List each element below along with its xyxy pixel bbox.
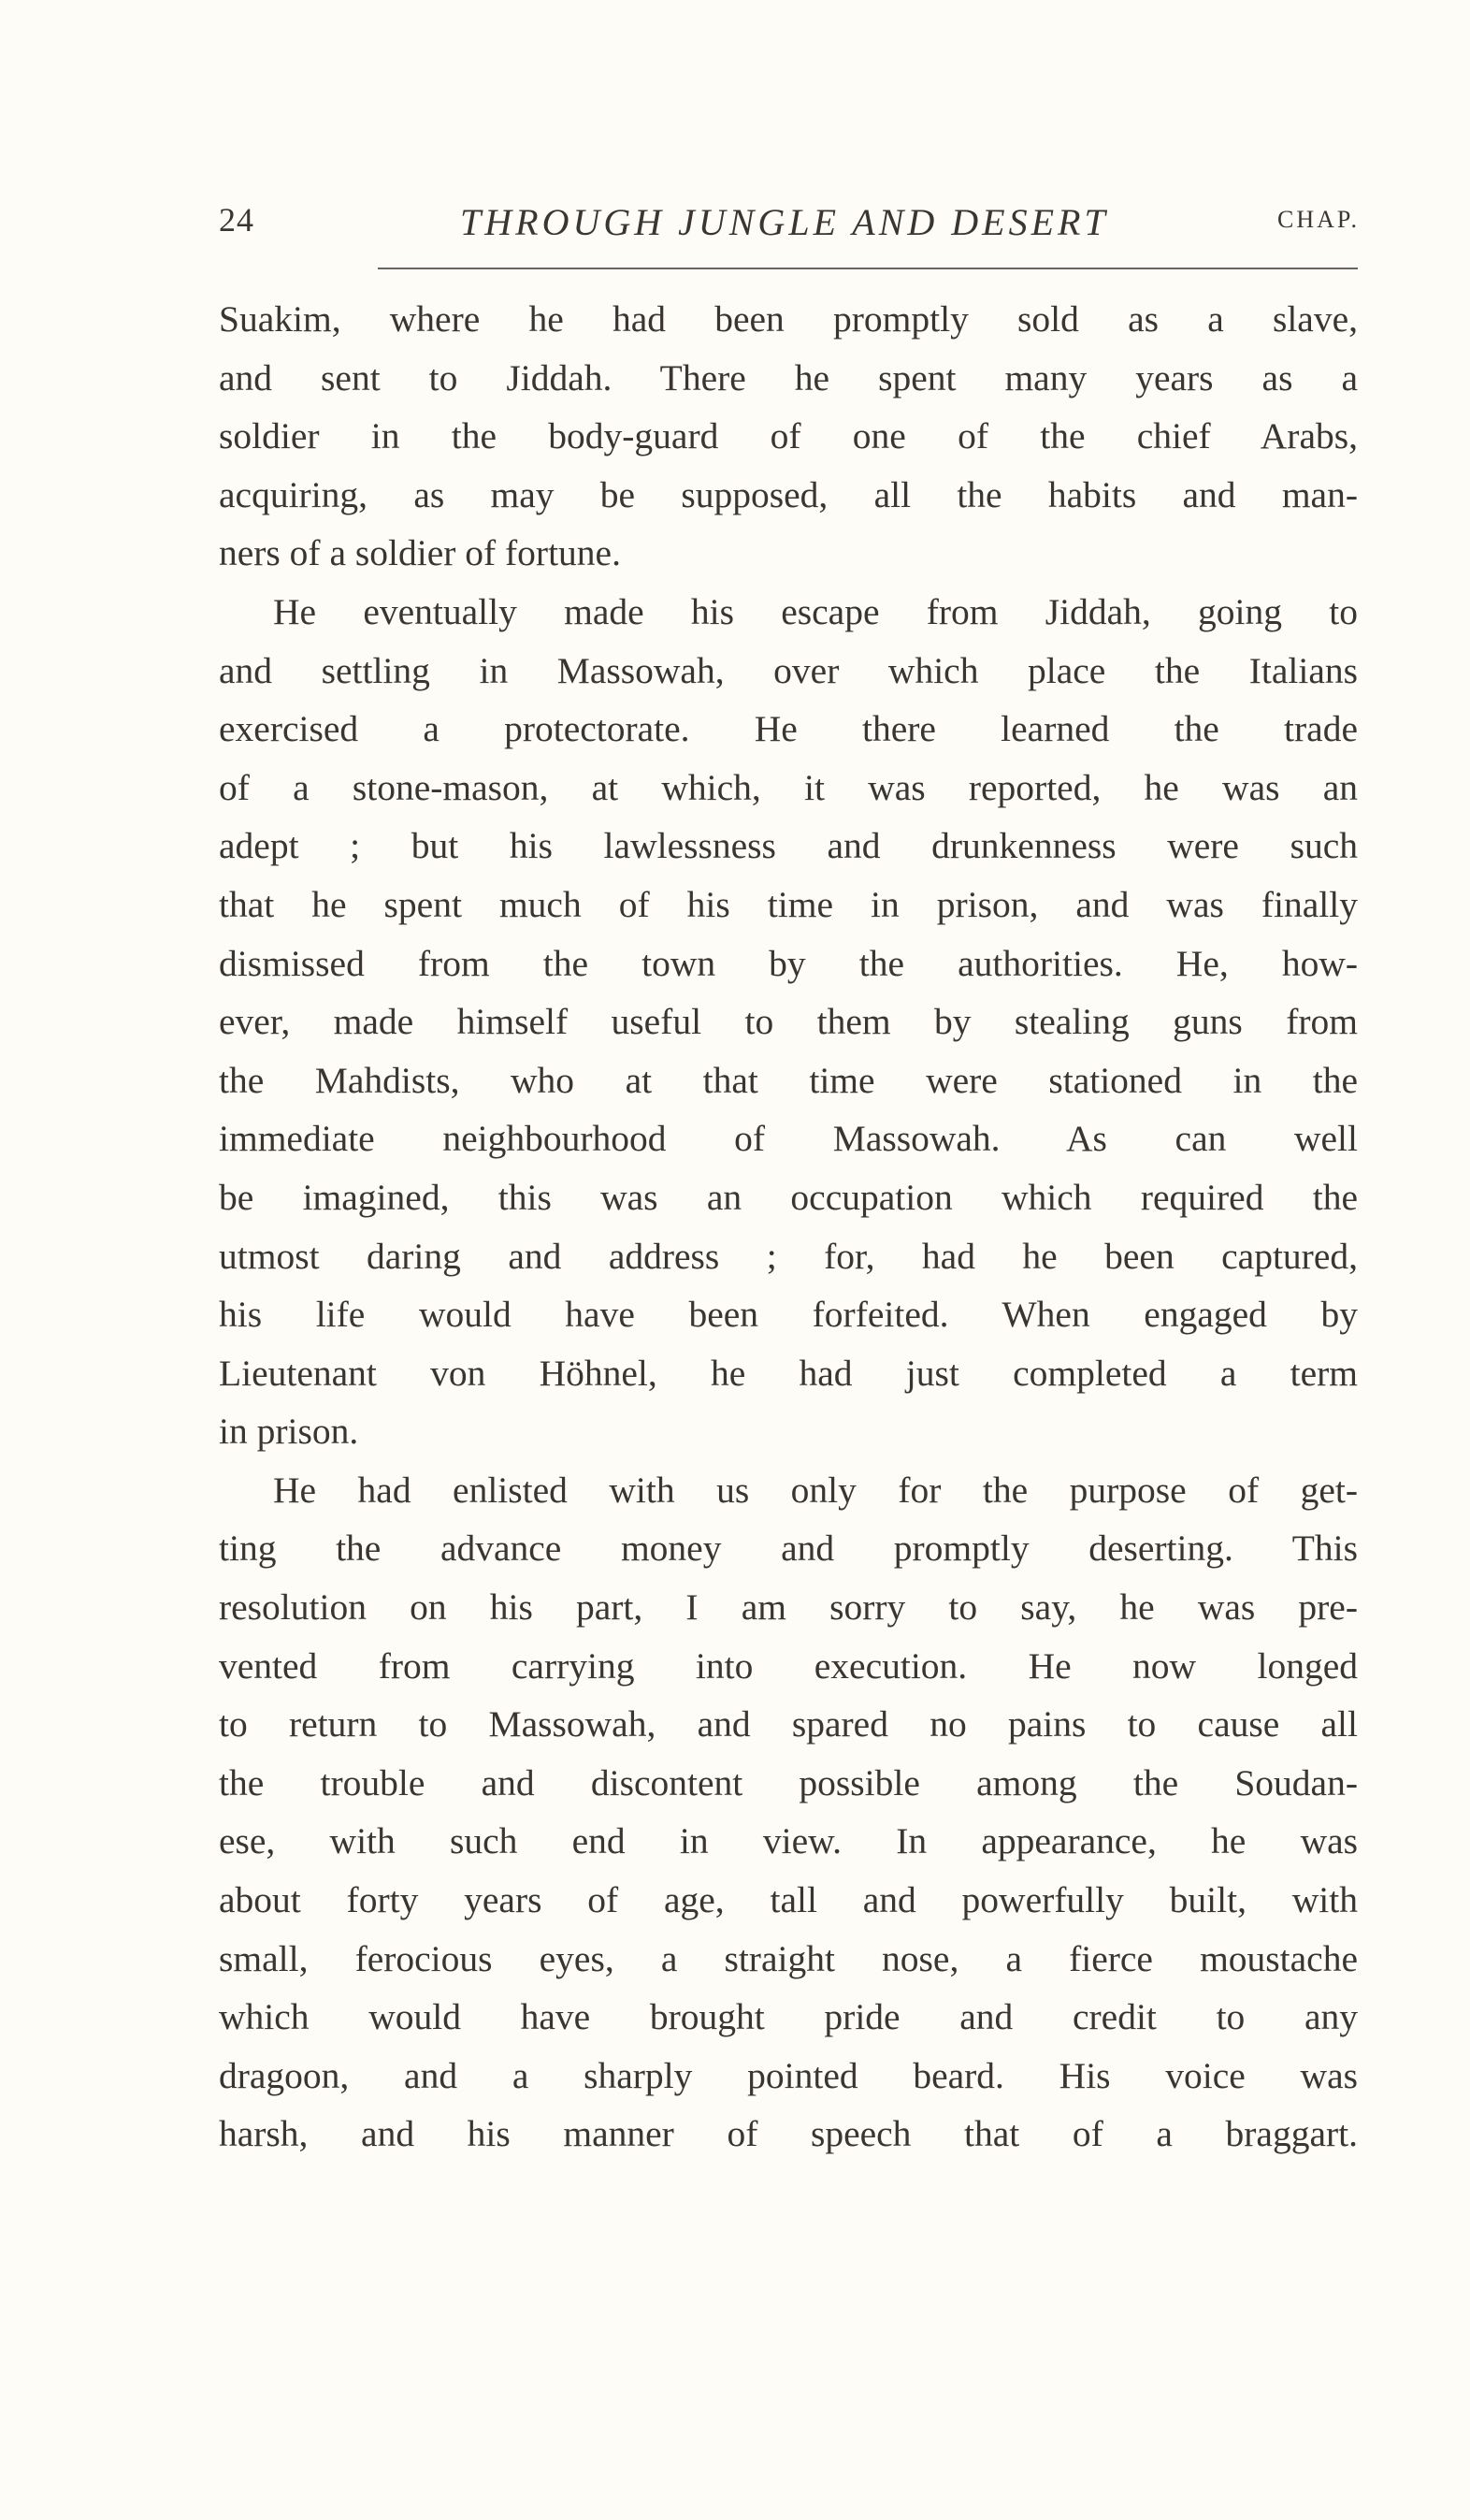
text-line: utmost daring and address ; for, had he been captured, bbox=[219, 1235, 1358, 1277]
text-line: of a stone-mason, at which, it was reported, he was an bbox=[219, 766, 1358, 808]
text-line: to return to Massowah, and spared no pains to cause all bbox=[219, 1703, 1358, 1745]
text-line: He had enlisted with us only for the purpose of get- bbox=[273, 1469, 1358, 1511]
text-line: be imagined, this was an occupation which required the bbox=[219, 1176, 1358, 1218]
text-line: ners of a soldier of fortune. bbox=[219, 532, 621, 574]
text-line: immediate neighbourhood of Massowah. As can well bbox=[219, 1118, 1358, 1160]
text-line: acquiring, as may be supposed, all the habits and man- bbox=[219, 473, 1358, 515]
text-line: in prison. bbox=[219, 1411, 359, 1453]
text-line: harsh, and his manner of speech that of a braggart. bbox=[219, 2113, 1358, 2155]
running-head bbox=[219, 200, 1360, 256]
text-line: which would have brought pride and credit to any bbox=[219, 1996, 1358, 2038]
text-line: his life would have been forfeited. When engaged by bbox=[219, 1294, 1358, 1336]
text-line: dragoon, and a sharply pointed beard. His voice was bbox=[219, 2054, 1358, 2096]
text-line: about forty years of age, tall and powerfully built, with bbox=[219, 1879, 1358, 1921]
text-line: small, ferocious eyes, a straight nose, a fierce moustache bbox=[219, 1937, 1358, 1979]
text-line: vented from carrying into execution. He now longed bbox=[219, 1644, 1358, 1687]
text-line: the trouble and discontent possible among the Soudan- bbox=[219, 1761, 1358, 1803]
text-line: soldier in the body-guard of one of the chief Arabs, bbox=[219, 415, 1358, 457]
text-line: ever, made himself useful to them by stealing guns from bbox=[219, 1001, 1358, 1043]
running-title: THROUGH JUNGLE AND DESERT bbox=[460, 201, 1109, 243]
chapter-label: CHAP. bbox=[1277, 206, 1360, 233]
header-rule bbox=[378, 268, 1358, 269]
text-line: dismissed from the town by the authorities. He, how- bbox=[219, 942, 1358, 984]
text-line: adept ; but his lawlessness and drunkenness were such bbox=[219, 825, 1358, 867]
text-line: that he spent much of his time in prison, and was finally bbox=[219, 883, 1358, 925]
text-line: and settling in Massowah, over which place the Italians bbox=[219, 649, 1358, 691]
text-line: ting the advance money and promptly deserting. This bbox=[219, 1528, 1358, 1570]
text-line: He eventually made his escape from Jiddah, going to bbox=[273, 590, 1358, 632]
text-line: resolution on his part, I am sorry to say, he was pre- bbox=[219, 1586, 1358, 1629]
text-line: Lieutenant von Höhnel, he had just completed a term bbox=[219, 1352, 1358, 1394]
text-line: ese, with such end in view. In appearance, he was bbox=[219, 1820, 1358, 1862]
page-number: 24 bbox=[219, 201, 254, 239]
text-line: the Mahdists, who at that time were stationed in the bbox=[219, 1059, 1358, 1101]
text-line: exercised a protectorate. He there learned the trade bbox=[219, 708, 1358, 750]
body-text bbox=[219, 290, 1358, 2164]
text-line: Suakim, where he had been promptly sold as a slave, bbox=[219, 298, 1358, 340]
text-line: and sent to Jiddah. There he spent many years as a bbox=[219, 356, 1358, 398]
